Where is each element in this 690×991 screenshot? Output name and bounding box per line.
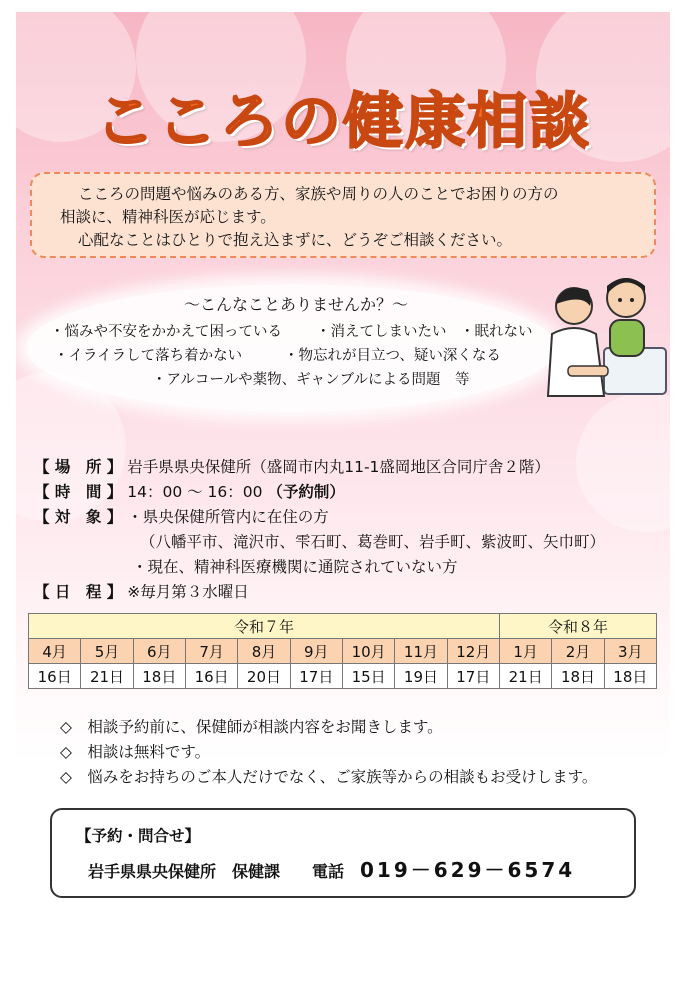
day-cell: 18日 [604,664,656,689]
doctor-patient-illustration-icon [534,268,670,404]
target-value: ・県央保健所管内に在住の方 [127,508,329,526]
month-cell: 10月 [342,639,394,664]
contact-heading: 【予約・問合せ】 [76,827,201,845]
month-cell: 9月 [290,639,342,664]
concerns-heading: ～こんなことありませんか？～ [184,295,409,314]
schedule-table [28,613,657,689]
day-cell: 21日 [500,664,552,689]
year-cell: 令和７年 [29,614,500,639]
day-cell: 17日 [447,664,499,689]
month-cell: 11月 [395,639,447,664]
note-item: ◇ 相談予約前に、保健師が相談内容をお聞きします。 [60,718,443,736]
contact-box [50,808,636,898]
day-cell: 18日 [552,664,604,689]
month-cell: 12月 [447,639,499,664]
contact-org: 岩手県県央保健所 保健課 電話 [88,862,345,881]
target-label: 【 対 象 】 [34,508,123,526]
concern-item: ・アルコールや薬物、ギャンブルによる問題 等 [152,372,470,388]
year-row [29,614,657,639]
time-row [34,480,345,502]
day-row [29,664,657,689]
month-cell: 5月 [81,639,133,664]
concern-item: ・眠れない [460,324,533,340]
month-row [29,639,657,664]
schedule-value: ※毎月第３水曜日 [127,583,249,601]
schedule-row [34,580,249,602]
day-cell: 21日 [81,664,133,689]
contact-line [88,854,575,883]
year-cell: 令和８年 [500,614,657,639]
time-value: 14：00 ～ 16：00 [127,483,268,501]
intro-line: こころの問題や悩みのある方、家族や周りの人のことでお困りの方の [78,185,559,203]
month-cell: 8月 [238,639,290,664]
contact-phone[interactable]: 019－629－6574 [360,858,576,882]
month-cell: 1月 [500,639,552,664]
day-cell: 19日 [395,664,447,689]
place-value: 岩手県県央保健所（盛岡市内丸11-1盛岡地区合同庁舎２階） [127,458,550,476]
day-cell: 16日 [185,664,237,689]
note-item: ◇ 悩みをお持ちのご本人だけでなく、ご家族等からの相談もお受けします。 [60,768,598,786]
schedule-label: 【 日 程 】 [34,583,123,601]
concern-item: ・イライラして落ち着かない [54,348,243,364]
target-municipalities: （八幡平市、滝沢市、雫石町、葛巻町、岩手町、紫波町、矢巾町） [140,533,606,551]
intro-line: 相談に、精神科医が応じます。 [60,208,276,226]
place-label: 【 場 所 】 [34,458,123,476]
target-condition: ・現在、精神科医療機関に通院されていない方 [132,558,458,576]
flyer-page [16,12,670,974]
month-cell: 2月 [552,639,604,664]
target-row [34,505,329,527]
month-cell: 7月 [185,639,237,664]
time-note: （予約制） [267,483,345,501]
time-label: 【 時 間 】 [34,483,123,501]
day-cell: 16日 [29,664,81,689]
bokeh-decoration [576,392,670,532]
day-cell: 17日 [290,664,342,689]
concern-item: ・悩みや不安をかかえて困っている [50,324,282,340]
month-cell: 3月 [604,639,656,664]
intro-box [30,172,656,258]
place-row [34,455,550,477]
page-title: こころの健康相談 [95,87,591,157]
concern-item: ・消えてしまいたい [316,324,447,340]
day-cell: 15日 [342,664,394,689]
month-cell: 6月 [133,639,185,664]
note-item: ◇ 相談は無料です。 [60,743,211,761]
concern-item: ・物忘れが目立つ、疑い深くなる [284,348,501,364]
month-cell: 4月 [29,639,81,664]
intro-line: 心配なことはひとりで抱え込まずに、どうぞご相談ください。 [78,231,513,249]
day-cell: 20日 [238,664,290,689]
day-cell: 18日 [133,664,185,689]
